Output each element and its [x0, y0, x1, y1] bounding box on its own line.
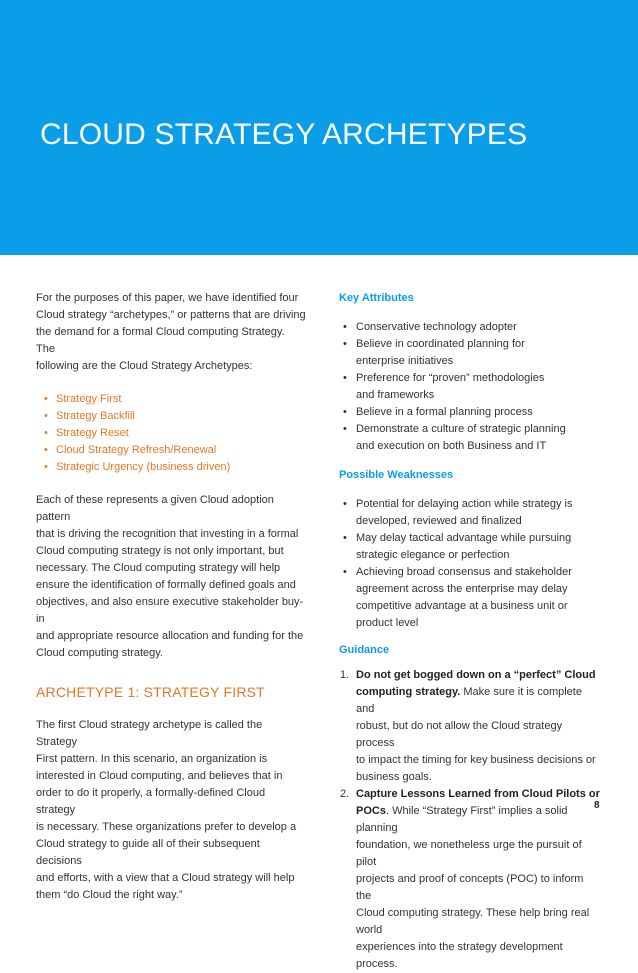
page-number: 8 [594, 800, 600, 811]
list-item: • Achieving broad consensus and stakeholder agreement across the enterprise may delay competitive advantage at a business unit or product level [339, 564, 601, 632]
list-item: • Strategy Backfill [36, 408, 306, 425]
strategy-first-paragraph: The first Cloud strategy archetype is called the Strategy First pattern. In this scenario, an organization is interested in Cloud computing, and believes that in order to do it properly, a formally-defined Cloud strategy is necessary. These organizations prefer to develop a Cloud strategy to guide all of their subsequent decisions and efforts, with a view that a Cloud strategy will help them “do Cloud the right way.” [36, 719, 297, 901]
list-item: • Preference for “proven” methodologies and frameworks [339, 370, 601, 404]
left-column [36, 290, 306, 904]
intro-paragraph: For the purposes of this paper, we have identified four Cloud strategy “archetypes,” or patterns that are driving the demand for a formal Cloud computing Strategy. The following are the Cloud Strategy Archetypes: [36, 292, 306, 372]
list-item: • Strategic Urgency (business driven) [36, 459, 306, 476]
key-attributes-list [339, 319, 601, 455]
guidance-heading: Guidance [339, 644, 390, 656]
list-item: • Cloud Strategy Refresh/Renewal [36, 442, 306, 459]
section-heading: ARCHETYPE 1: STRATEGY FIRST [36, 684, 265, 700]
page-title: CLOUD STRATEGY ARCHETYPES [40, 118, 528, 151]
list-item: • Potential for delaying action while strategy is developed, reviewed and finalized [339, 496, 601, 530]
right-column [339, 290, 601, 973]
list-item: • Believe in coordinated planning for enterprise initiatives [339, 336, 601, 370]
list-item: • Believe in a formal planning process [339, 404, 601, 421]
list-item: • May delay tactical advantage while pursuing strategic elegance or perfection [339, 530, 601, 564]
list-item: 2. Capture Lessons Learned from Cloud Pilots or POCs. While “Strategy First” implies a solid planning foundation, we nonetheless urge the pursuit of pilot projects and proof of concepts (POC) to inform the Cloud computing strategy. These help bring real world experiences into the strategy development process. [340, 788, 600, 970]
list-item: 1. Do not get bogged down on a “perfect” Cloud computing strategy. Make sure it is complete and robust, but do not allow the Cloud strategy process to impact the timing for key business decisions or business goals. [340, 669, 596, 783]
guidance-list [339, 667, 601, 973]
title-banner [0, 0, 638, 255]
list-item: • Strategy Reset [36, 425, 306, 442]
weaknesses-heading: Possible Weaknesses [339, 469, 454, 481]
list-item: • Strategy First [36, 391, 306, 408]
list-item: • Demonstrate a culture of strategic planning and execution on both Business and IT [339, 421, 601, 455]
weaknesses-list [339, 496, 601, 632]
adoption-paragraph: Each of these represents a given Cloud adoption pattern that is driving the recognition that investing in a formal Cloud computing strategy is not only important, but necessary. The Cloud computing strategy will help ensure the identification of formally defined goals and objectives, and also ensure executive stakeholder buy-in and appropriate resource allocation and funding for the Cloud computing strategy. [36, 494, 304, 659]
key-attributes-heading: Key Attributes [339, 292, 414, 304]
archetype-list [36, 391, 306, 476]
list-item: • Conservative technology adopter [339, 319, 601, 336]
